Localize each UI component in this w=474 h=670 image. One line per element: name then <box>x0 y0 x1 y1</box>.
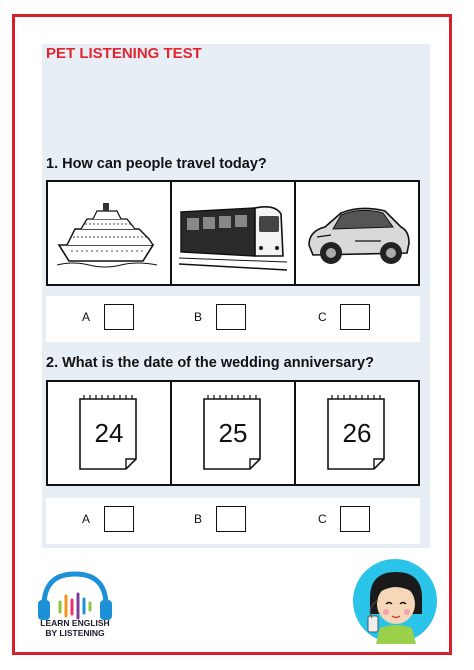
option-letter: B <box>194 310 203 324</box>
calendar-day-number: 24 <box>94 417 124 448</box>
answer-checkbox[interactable] <box>216 506 246 532</box>
worksheet-title: PET LISTENING TEST <box>46 45 202 62</box>
car-icon <box>301 193 413 273</box>
picture-car <box>296 182 418 284</box>
answer-option-c[interactable] <box>318 304 370 330</box>
answer-checkbox[interactable] <box>104 304 134 330</box>
picture-train <box>172 182 296 284</box>
picture-cruise-ship <box>48 182 172 284</box>
cruise-ship-icon <box>53 193 165 273</box>
question-1-answers <box>46 296 420 342</box>
answer-option-b[interactable] <box>194 304 246 330</box>
picture-calendar-24 <box>48 382 172 484</box>
picture-calendar-25 <box>172 382 296 484</box>
calendar-day-number: 26 <box>342 417 372 448</box>
answer-checkbox[interactable] <box>340 506 370 532</box>
option-letter: C <box>318 310 327 324</box>
picture-calendar-26 <box>296 382 418 484</box>
train-icon <box>177 190 289 276</box>
option-letter: C <box>318 512 327 526</box>
question-1-pictures <box>46 180 420 286</box>
option-letter: A <box>82 310 91 324</box>
question-2-text: 2. What is the date of the wedding anniversary? <box>46 355 374 371</box>
question-1-text: 1. How can people travel today? <box>46 156 267 172</box>
answer-checkbox[interactable] <box>340 304 370 330</box>
question-2-pictures <box>46 380 420 486</box>
logo-line-1: LEARN ENGLISH <box>40 618 110 628</box>
answer-option-c[interactable] <box>318 506 370 532</box>
calendar-day-number: 25 <box>218 417 248 448</box>
answer-option-a[interactable] <box>82 304 134 330</box>
answer-option-b[interactable] <box>194 506 246 532</box>
answer-checkbox[interactable] <box>104 506 134 532</box>
option-letter: A <box>82 512 91 526</box>
girl-listening-icon <box>352 558 438 644</box>
question-2-answers <box>46 498 420 544</box>
answer-option-a[interactable] <box>82 506 134 532</box>
logo-line-2: BY LISTENING <box>45 628 105 638</box>
option-letter: B <box>194 512 203 526</box>
answer-checkbox[interactable] <box>216 304 246 330</box>
logo-text <box>30 618 120 638</box>
